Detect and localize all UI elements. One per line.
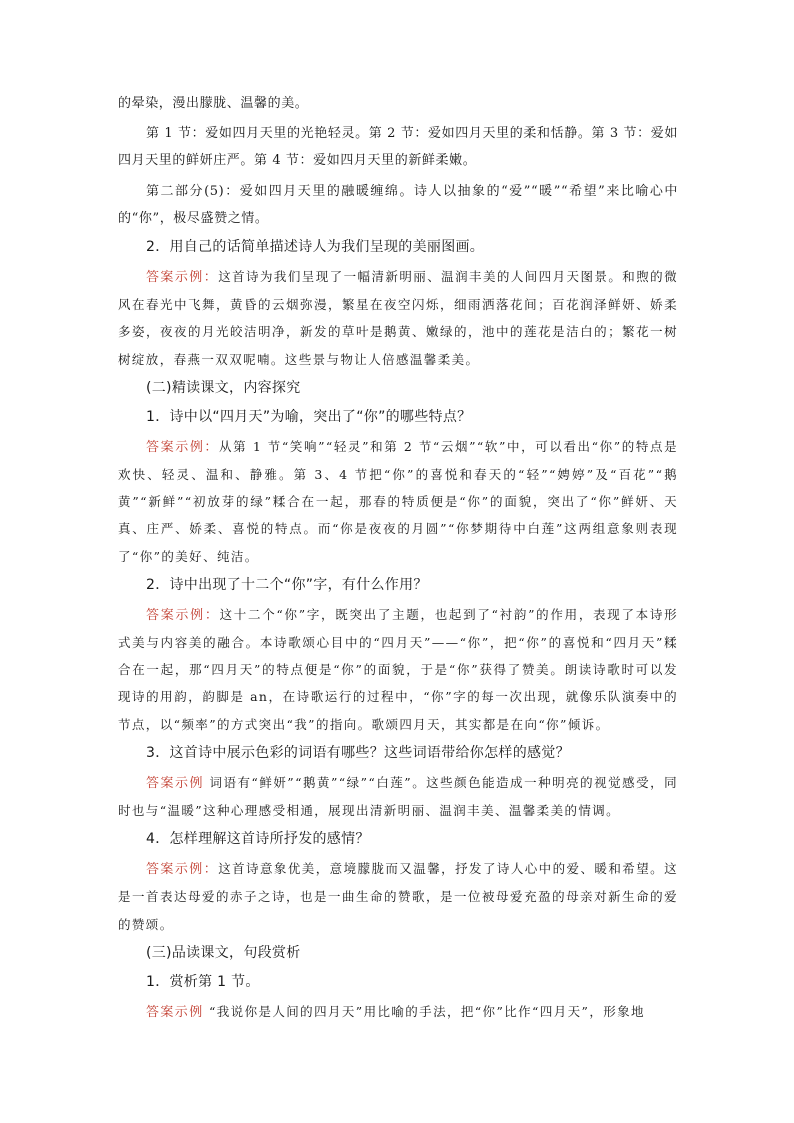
answer-label: 答案示例： xyxy=(146,439,220,455)
answer-paragraph xyxy=(118,601,678,738)
question-text: 4．怎样理解这首诗所抒发的感情？ xyxy=(146,831,370,848)
question-text: 1．诗中以“四月天”为喻，突出了“你”的哪些特点？ xyxy=(146,408,472,425)
answer-text: 从第 1 节“笑响”“轻灵”和第 2 节“云烟”“软”中，可以看出“你”的特点是欢快、轻灵、温和、静雅。第 3、4 节把“你”的喜悦和春天的“轻”“娉婷”及“百花”“鹅黄”“新鲜”“初放芽的绿”糅合在一起，那春的特质便是“你”的面貌，突出了“你”鲜妍、天真、庄严、娇柔、喜悦的特点。而“你是夜夜的月圆”“你梦期待中白莲”这两组意象则表现了“你”的美好、纯洁。 xyxy=(118,438,678,564)
answer-paragraph xyxy=(118,769,678,824)
answer-paragraph xyxy=(118,433,678,570)
answer-text: 这首诗意象优美，意境朦胧而又温馨，抒发了诗人心中的爱、暖和希望。这是一首表达母爱的赤子之诗，也是一曲生命的赞歌，是一位被母爱充盈的母亲对新生命的爱的赞颂。 xyxy=(118,861,678,932)
answer-text: 这首诗为我们呈现了一幅清新明丽、温润丰美的人间四月天图景。和煦的微风在春光中飞舞，黄昏的云烟弥漫，繁星在夜空闪烁，细雨洒落花间；百花润泽鲜妍、娇柔多姿，夜夜的月光皎洁明净，新发的草叶是鹅黄、嫩绿的，池中的莲花是洁白的；繁花一树树绽放，春燕一双双呢喃。这些景与物让人倍感温馨柔美。 xyxy=(118,269,678,367)
answer-paragraph xyxy=(118,998,678,1026)
answer-label: 答案示例： xyxy=(146,862,219,878)
paragraph-section-summary: 第 1 节：爱如四月天里的光艳轻灵。第 2 节：爱如四月天里的柔和恬静。第 3 节：爱如四月天里的鲜妍庄严。第 4 节：爱如四月天里的新鲜柔嫩。 xyxy=(118,126,678,169)
answer-paragraph xyxy=(118,263,678,373)
document-page xyxy=(118,90,678,1026)
question-text: 1．赏析第 1 节。 xyxy=(146,973,260,990)
section-heading: (二)精读课文，内容探究 xyxy=(146,379,301,396)
answer-label: 答案示例 xyxy=(146,1004,204,1020)
answer-text: 词语有“鲜妍”“鹅黄”“绿”“白莲”。这些颜色能造成一种明亮的视觉感受，同时也与“温暖”这种心理感受相通，展现出清新明丽、温润丰美、温馨柔美的情调。 xyxy=(118,774,678,819)
content-sections xyxy=(118,234,678,1026)
answer-text: “我说你是人间的四月天”用比喻的手法，把“你”比作“四月天”，形象地 xyxy=(203,1003,645,1019)
section-heading: (三)品读课文，句段赏析 xyxy=(146,944,301,961)
answer-paragraph xyxy=(118,855,678,938)
paragraph-part-two: 第二部分(5)：爱如四月天里的融暖缠绵。诗人以抽象的“爱”“暖”“希望”来比喻心中的“你”，极尽盛赞之情。 xyxy=(118,183,678,226)
answer-label: 答案示例 xyxy=(146,775,204,791)
answer-label: 答案示例： xyxy=(146,607,220,623)
question-text: 2．用自己的话简单描述诗人为我们呈现的美丽图画。 xyxy=(146,239,485,256)
answer-text: 这十二个“你”字，既突出了主题，也起到了“衬韵”的作用，表现了本诗形式美与内容美的融合。本诗歌颂心目中的“四月天”——“你”，把“你”的喜悦和“四月天”糅合在一起，那“四月天”的特点便是“你”的面貌，于是“你”获得了赞美。朗读诗歌时可以发现诗的用韵，韵脚是 an，在诗歌运行的过程中，“你”字的每一次出现，就像乐队演奏中的节点，以“频率”的方式突出“我”的指向。歌颂四月天，其实都是在向“你”倾诉。 xyxy=(118,606,678,732)
question-text: 3．这首诗中展示色彩的词语有哪些？这些词语带给你怎样的感觉？ xyxy=(146,744,570,761)
paragraph-continued: 的晕染，漫出朦胧、温馨的美。 xyxy=(118,96,309,111)
answer-label: 答案示例： xyxy=(146,270,219,286)
question-text: 2．诗中出现了十二个“你”字，有什么作用？ xyxy=(146,576,428,593)
